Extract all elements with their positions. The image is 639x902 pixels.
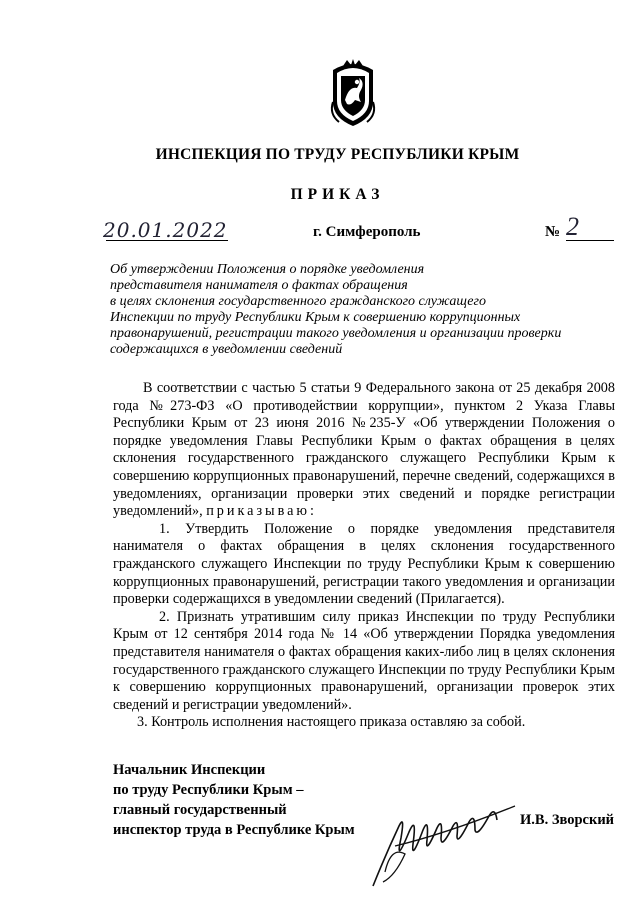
handwritten-signature (365, 786, 535, 896)
order-subject (110, 262, 590, 358)
position-line: Начальник Инспекции (113, 762, 266, 778)
handwritten-date: 20.01.2022 (103, 218, 228, 242)
position-line: инспектор труда в Республике Крым (113, 822, 355, 838)
subject-line: содержащихся в уведомлении сведений (110, 342, 343, 357)
handwritten-number: 2 (566, 212, 579, 241)
subject-line: Об утверждении Положения о порядке уведомления (110, 262, 425, 277)
preamble-paragraph (113, 380, 615, 521)
position-line: главный государственный (113, 802, 287, 818)
organization-title: ИНСПЕКЦИЯ ПО ТРУДУ РЕСПУБЛИКИ КРЫМ (155, 146, 520, 163)
document-type-heading: ПРИКАЗ (290, 186, 385, 203)
number-underline (566, 240, 614, 241)
order-item-1: 1. Утвердить Положение о порядке уведомления представителя нанимателя о фактах обращения в целях склонения государственного гражданского служащего Инспекции по труду Республики Крым к совершению коррупционных правонарушений, регистрации такого уведомления и организации проверки содержащихся в уведомлении сведений (Прилагается). (113, 520, 615, 608)
subject-line: в целях склонения государственного гражданского служащего (110, 294, 486, 309)
preamble-text: В соответствии с частью 5 статьи 9 Федерального закона от 25 декабря 2008 года №273-ФЗ «О противодействии коррупции», пунктом 2 Указа Главы Республики Крым от 23 июня 2016 №235-У «Об утверждении Положения о порядке уведомления Главы Республики Крым о фактах обращения в целях склонения государственного гражданского служащего Республики Крым к совершению коррупционных правонарушений, перечне сведений, содержащихся в уведомлениях, организации проверки этих сведений и порядке регистрации уведомлений», (113, 380, 615, 520)
position-line: по труду Республики Крым – (113, 782, 304, 798)
subject-line: правонарушений, регистрации такого уведомления и организации проверки (110, 326, 562, 341)
number-label: № (545, 224, 561, 240)
order-word: приказываю: (206, 503, 317, 520)
order-item-2: 2. Признать утратившим силу приказ Инспекции по труду Республики Крым от 12 сентября 2014 года № 14 «Об утверждении Порядка уведомления представителя нанимателя о фактах обращения каких-либо лиц в целях склонения государственного гражданского служащего Инспекции по труду Республики Крым к совершению коррупционных правонарушений, организации проверок этих сведений и регистрации уведомлений». (113, 608, 615, 713)
date-underline (106, 240, 228, 241)
order-body (113, 380, 615, 732)
subject-line: Инспекции по труду Республики Крым к совершению коррупционных (110, 310, 521, 325)
order-item-3: 3. Контроль исполнения настоящего приказа оставляю за собой. (137, 714, 526, 731)
subject-line: представителя нанимателя о фактах обращения (110, 278, 408, 293)
city-label: г. Симферополь (313, 224, 421, 240)
crimea-coat-of-arms-icon (327, 56, 379, 128)
signatory-position (113, 760, 355, 840)
signatory-name: И.В. Зворский (520, 812, 615, 828)
